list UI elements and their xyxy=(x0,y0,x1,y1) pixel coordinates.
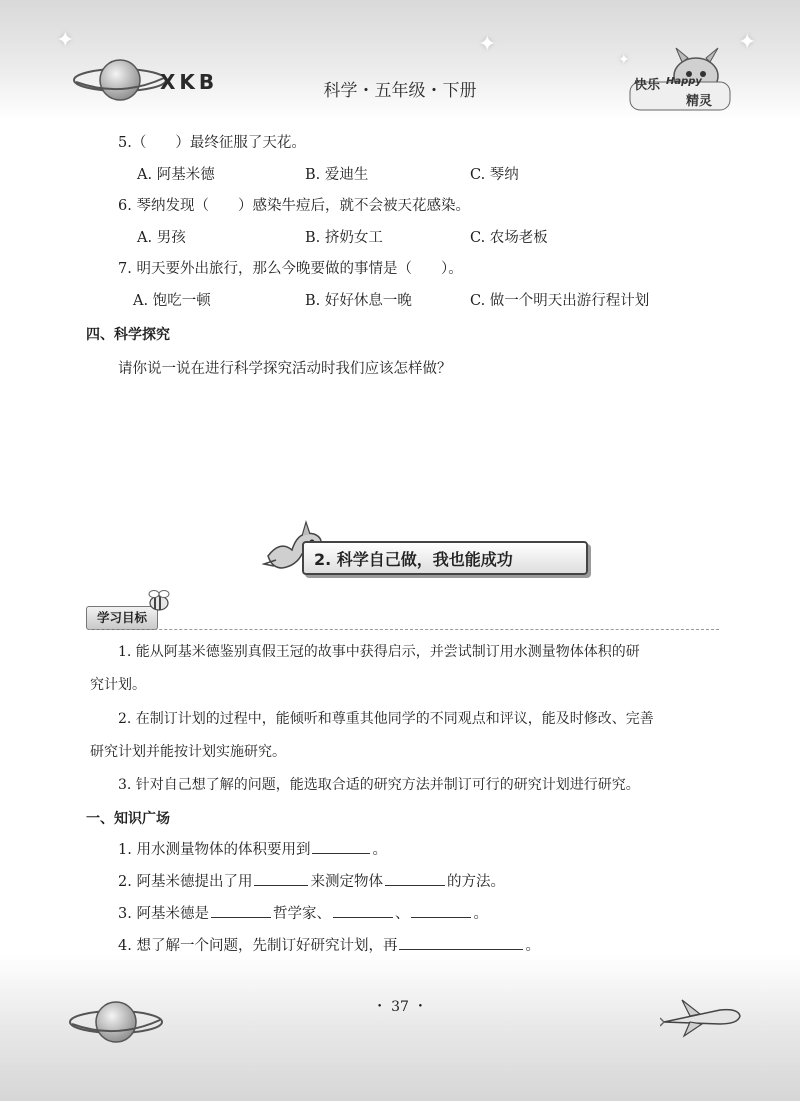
answer-blank[interactable] xyxy=(333,916,393,918)
goal-1-line-1: 1. 能从阿基米德鉴别真假王冠的故事中获得启示，并尝试制订用水测量物体体积的研 xyxy=(118,644,640,660)
question-6: 6. 琴纳发现（ ）感染牛痘后，就不会被天花感染。 xyxy=(118,198,470,214)
fill-2-text-c: 的方法。 xyxy=(446,874,505,890)
fill-3-text-b: 哲学家、 xyxy=(272,906,331,922)
goals-divider xyxy=(89,629,719,630)
inquiry-question: 请你说一说在进行科学探究活动时我们应该怎样做？ xyxy=(118,361,452,377)
question-7: 7. 明天要外出旅行，那么今晚要做的事情是（ ）。 xyxy=(118,261,463,277)
answer-blank[interactable] xyxy=(411,916,471,918)
fill-1-text-a: 1. 用水测量物体的体积要用到 xyxy=(118,842,311,858)
answer-blank[interactable] xyxy=(211,916,271,918)
page-number: ・ 37 ・ xyxy=(372,999,428,1015)
fill-question-2 xyxy=(118,870,505,891)
mascot-label-en: Happy xyxy=(666,76,702,87)
answer-blank[interactable] xyxy=(312,852,370,854)
fill-3-text-c: 、 xyxy=(394,906,410,922)
q7-option-a: A. 饱吃一顿 xyxy=(133,293,211,309)
fill-question-3 xyxy=(118,902,488,923)
question-5: 5.（ ）最终征服了天花。 xyxy=(118,135,306,151)
fill-4-text-b: 。 xyxy=(525,938,540,954)
answer-blank[interactable] xyxy=(254,884,308,886)
goal-2-line-2: 研究计划并能按计划实施研究。 xyxy=(90,744,286,760)
q6-option-a: A. 男孩 xyxy=(137,230,186,246)
q5-option-b: B. 爱迪生 xyxy=(305,167,369,183)
lesson-banner xyxy=(302,541,588,575)
mascot-label-bottom: 精灵 xyxy=(686,94,713,109)
q7-option-b: B. 好好休息一晚 xyxy=(305,293,412,309)
goal-1-line-2: 究计划。 xyxy=(90,677,146,693)
bee-icon xyxy=(144,588,174,614)
goal-3-line-1: 3. 针对自己想了解的问题，能选取合适的研究方法并制订可行的研究计划进行研究。 xyxy=(118,777,640,793)
q5-option-c: C. 琴纳 xyxy=(470,167,519,183)
star-icon: ✦ xyxy=(738,30,757,55)
q6-option-b: B. 挤奶女工 xyxy=(305,230,383,246)
fill-3-text-a: 3. 阿基米德是 xyxy=(118,906,209,922)
learning-goals-tag: 学习目标 xyxy=(86,606,158,630)
star-icon: ✦ xyxy=(56,28,75,53)
fill-2-text-a: 2. 阿基米德提出了用 xyxy=(118,874,253,890)
answer-blank[interactable] xyxy=(399,948,523,950)
fill-1-text-b: 。 xyxy=(372,842,387,858)
fill-2-text-b: 来测定物体 xyxy=(310,874,383,890)
star-icon: ✦ xyxy=(478,32,497,57)
fill-4-text-a: 4. 想了解一个问题，先制订好研究计划，再 xyxy=(118,938,398,954)
brand-logo: XKB xyxy=(160,70,219,94)
fill-question-1 xyxy=(118,838,387,859)
lesson-title: 2. 科学自己做，我也能成功 xyxy=(314,550,513,569)
q5-option-a: A. 阿基米德 xyxy=(137,167,215,183)
fill-question-4 xyxy=(118,934,540,955)
q6-option-c: C. 农场老板 xyxy=(470,230,548,246)
star-icon: ✦ xyxy=(618,52,630,68)
page-title: 科学・五年级・下册 xyxy=(323,81,477,101)
goal-2-line-1: 2. 在制订计划的过程中，能倾听和尊重其他同学的不同观点和评议，能及时修改、完善 xyxy=(118,711,654,727)
mascot-label-top: 快乐 xyxy=(634,78,661,93)
fill-3-text-d: 。 xyxy=(473,906,488,922)
q7-option-c: C. 做一个明天出游行程计划 xyxy=(470,293,650,309)
answer-blank[interactable] xyxy=(385,884,445,886)
section-heading-inquiry: 四、科学探究 xyxy=(86,327,170,343)
section-heading-knowledge: 一、知识广场 xyxy=(86,811,170,827)
